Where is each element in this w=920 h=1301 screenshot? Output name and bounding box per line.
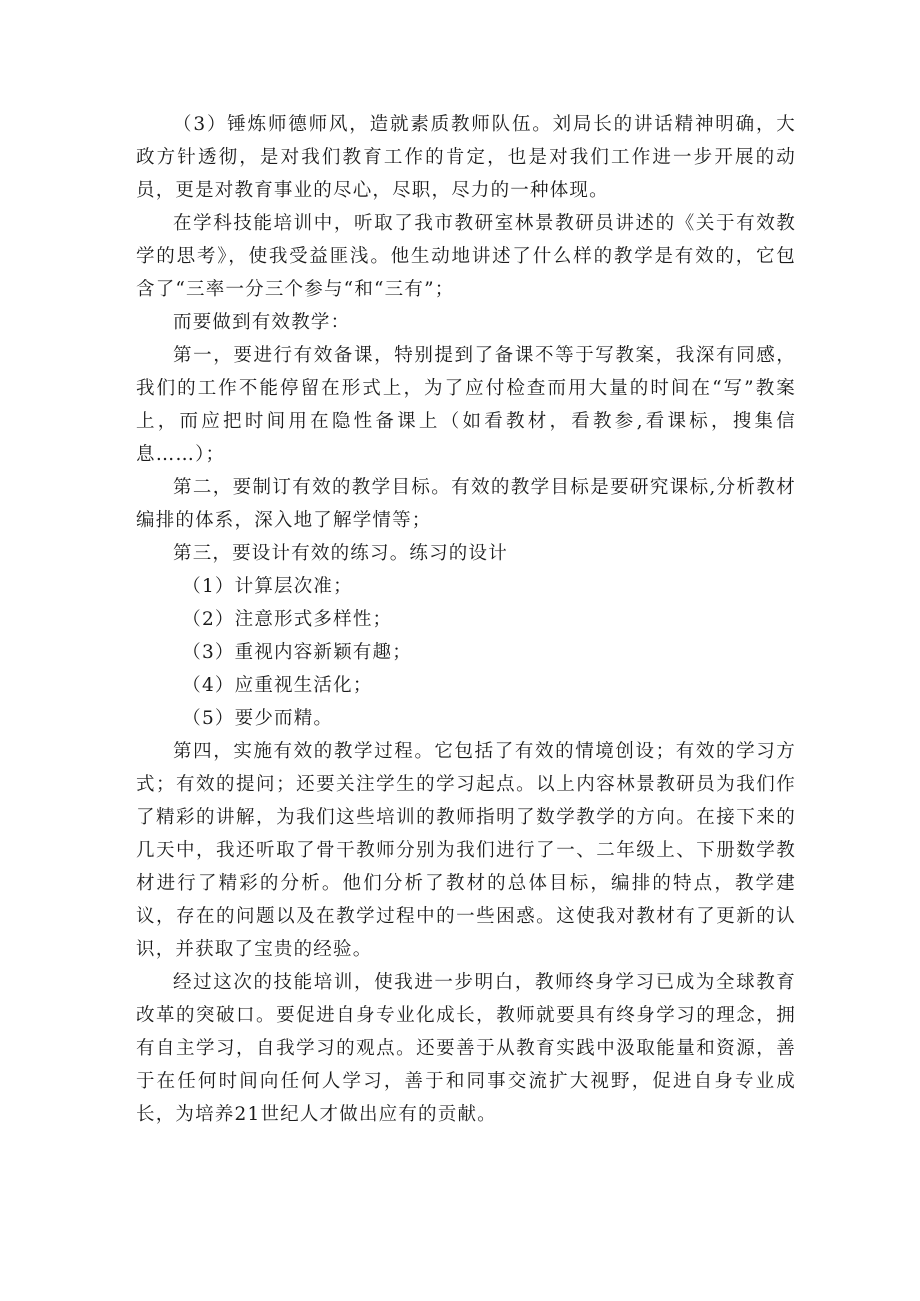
list-item: （1）计算层次准；	[182, 576, 353, 597]
paragraph-point-three: 第三，要设计有效的练习。练习的设计	[173, 543, 508, 564]
paragraph-skills-training: 在学科技能培训中，听取了我市教研室林景教研员讲述的《关于有效教学的思考》，使我受益匪浅。他生动地讲述了什么样的教学是有效的，它包含了“三率一分三个参与“和“三有”；	[136, 213, 796, 300]
list-item: （2）注意形式多样性；	[182, 609, 393, 630]
paragraph-conclusion: 经过这次的技能培训，使我进一步明白，教师终身学习已成为全球教育改革的突破口。要促进自身专业化成长，教师就要具有终身学习的理念，拥有自主学习，自我学习的观点。还要善于从教育实践中汲取能量和资源，善于在任何时间向任何人学习，善于和同事交流扩大视野，促进自身专业成长，为培养21世纪人才做出应有的贡献。	[136, 972, 796, 1125]
paragraph-point-one: 第一，要进行有效备课，特别提到了备课不等于写教案，我深有同感，我们的工作不能停留在形式上，为了应付检查而用大量的时间在“写”教案上，而应把时间用在隐性备课上（如看教材，看教参,看课标，搜集信息……）；	[136, 345, 796, 465]
paragraph-point-four: 第四，实施有效的教学过程。它包括了有效的情境创设；有效的学习方式；有效的提问；还要关注学生的学习起点。以上内容林景教研员为我们作了精彩的讲解，为我们这些培训的教师指明了数学教学的方向。在接下来的几天中，我还听取了骨干教师分别为我们进行了一、二年级上、下册数学教材进行了精彩的分析。他们分析了教材的总体目标，编排的特点，教学建议，存在的问题以及在教学过程中的一些困惑。这使我对教材有了更新的认识，并获取了宝贵的经验。	[136, 741, 796, 960]
list-item: （4）应重视生活化；	[182, 675, 373, 696]
document-body	[136, 108, 796, 1131]
paragraph-teacher-ethics: （3）锤炼师德师风，造就素质教师队伍。刘局长的讲话精神明确，大政方针透彻，是对我们教育工作的肯定，也是对我们工作进一步开展的动员，更是对教育事业的尽心，尽职，尽力的一种体现。	[136, 114, 796, 201]
paragraph-point-two: 第二，要制订有效的教学目标。有效的教学目标是要研究课标,分析教材编排的体系，深入地了解学情等；	[136, 477, 796, 531]
paragraph-effective-teaching-intro: 而要做到有效教学：	[173, 312, 351, 333]
list-item: （3）重视内容新颖有趣；	[182, 642, 412, 663]
list-item: （5）要少而精。	[182, 708, 334, 729]
